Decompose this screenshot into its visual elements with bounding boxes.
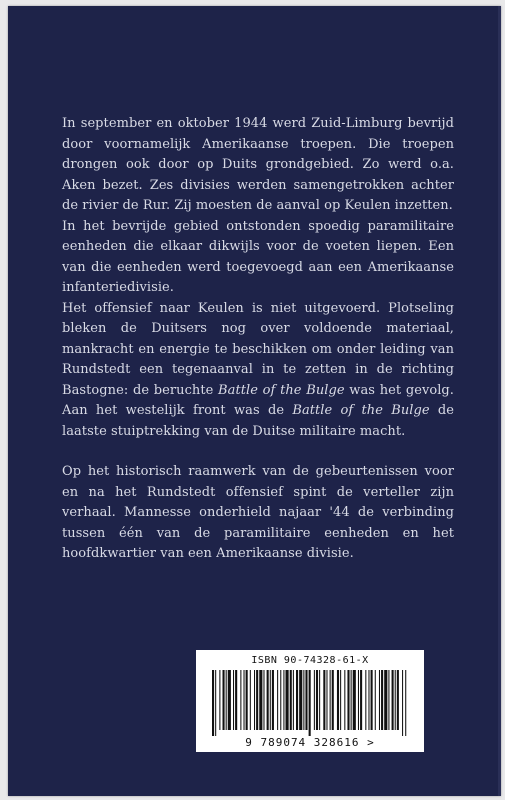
barcode-bar [303, 670, 304, 730]
barcode-bar [246, 670, 248, 730]
barcode-digits: 9 789074 328616 > [245, 736, 375, 749]
barcode-bar [332, 670, 334, 730]
barcode-bar [219, 670, 220, 730]
barcode-bar [226, 670, 227, 730]
barcode-bar [263, 670, 264, 730]
blurb-p3-title-2: Battle of the Bulge [292, 403, 430, 418]
barcode-bar [397, 670, 399, 730]
barcode-bar [344, 670, 345, 730]
barcode-graphic [210, 670, 410, 736]
barcode-bar [375, 670, 376, 730]
paragraph-gap [62, 442, 454, 462]
barcode-bar [347, 670, 349, 730]
barcode-bar [277, 670, 278, 730]
barcode-bar [330, 670, 331, 730]
barcode-bar [293, 670, 294, 730]
barcode-bar [314, 670, 315, 730]
barcode-bar [267, 670, 269, 730]
barcode-bar [305, 670, 307, 730]
isbn-barcode-box [196, 650, 424, 752]
barcode-bar [395, 670, 396, 730]
barcode-bar [223, 670, 225, 730]
blurb-p3-title-1: Battle of the Bulge [218, 382, 345, 398]
barcode-bar [228, 670, 231, 730]
barcode-bar [212, 670, 214, 736]
barcode-bar [340, 670, 341, 730]
cover-edge [498, 6, 501, 796]
barcode-bar [272, 670, 274, 730]
barcode-bar [402, 670, 403, 736]
blurb-paragraph-4: Op het historisch raamwerk van de gebeurtenissen voor en na het Rundstedt offensief spint de verteller zijn verhaal. Mannesse onderhield najaar '44 de verbinding tussen één van de paramilitaire eenheden en het hoofdkwartier van een Amerikaanse divisie. [62, 464, 454, 561]
barcode-bar [319, 670, 320, 730]
barcode-bar [244, 670, 245, 730]
barcode-bar [290, 670, 292, 730]
barcode-bar [215, 670, 216, 736]
blurb-paragraph-1: In september en oktober 1944 werd Zuid-Limburg bevrijd door voornamelijk Amerikaanse troepen. Die troepen drongen ook door op Duits grondgebied. Zo werd o.a. Aken bezet. Zes divisies werden samengetrokken achter de rivier de Rur. Zij moesten de aanval op Keulen inzetten. [62, 116, 454, 213]
blurb-p3-text-a: Het offensief naar Keulen is niet uitgevoerd. Plotseling bleken de Duitsers nog over voldoende materiaal, mankracht en energie te beschikken om onder leiding van Rundstedt een tegenaanval in te zetten in de richting Bastogne: de beruchte [62, 300, 454, 398]
barcode-bar [371, 670, 373, 730]
barcode-bar [381, 670, 383, 730]
barcode-bar [392, 670, 394, 730]
back-cover-blurb [62, 114, 454, 565]
barcode-bar [360, 670, 362, 730]
barcode-bar [254, 670, 255, 730]
barcode-bar [379, 670, 380, 730]
barcode-bar [326, 670, 327, 730]
barcode-bar [358, 670, 359, 730]
barcode-bar [405, 670, 406, 736]
barcode-bar [309, 670, 311, 736]
blurb-paragraph-2: In het bevrijde gebied ontstonden spoedig paramilitaire eenheden die elkaar dikwijls voor de voeten liepen. Een van die eenheden werd toegevoegd aan een Amerikaanse infanteriedivisie. [62, 218, 454, 295]
barcode-bar [351, 670, 352, 730]
barcode-bar [388, 670, 389, 730]
barcode-bar [365, 670, 366, 730]
barcode-bar [337, 670, 339, 730]
barcode-bar [296, 670, 298, 730]
barcode-bar [233, 670, 234, 730]
blurb-p3-text-e: de laatste stuiptrekking van de Duitse militaire macht. [62, 403, 454, 439]
barcode-bar [250, 670, 251, 730]
barcode-bar [256, 670, 258, 730]
blurb-paragraph-3 [62, 299, 454, 443]
barcode-bar [316, 670, 318, 730]
isbn-label: ISBN 90-74328-61-X [251, 655, 369, 666]
barcode-bar [270, 670, 271, 730]
barcode-bar [353, 670, 356, 730]
barcode-bar [235, 670, 237, 730]
barcode-bar [240, 670, 241, 730]
barcode-bar [259, 670, 262, 730]
barcode-bar [368, 670, 369, 730]
barcode-bar [283, 670, 284, 730]
barcode-bar [323, 670, 325, 730]
barcode-bar [280, 670, 281, 730]
barcode-bar [299, 670, 302, 730]
barcode-bar [384, 670, 387, 730]
blurb-p3-text-c: was het gevolg. Aan het westelijk front was de [62, 382, 454, 418]
barcode-bar [286, 670, 289, 730]
